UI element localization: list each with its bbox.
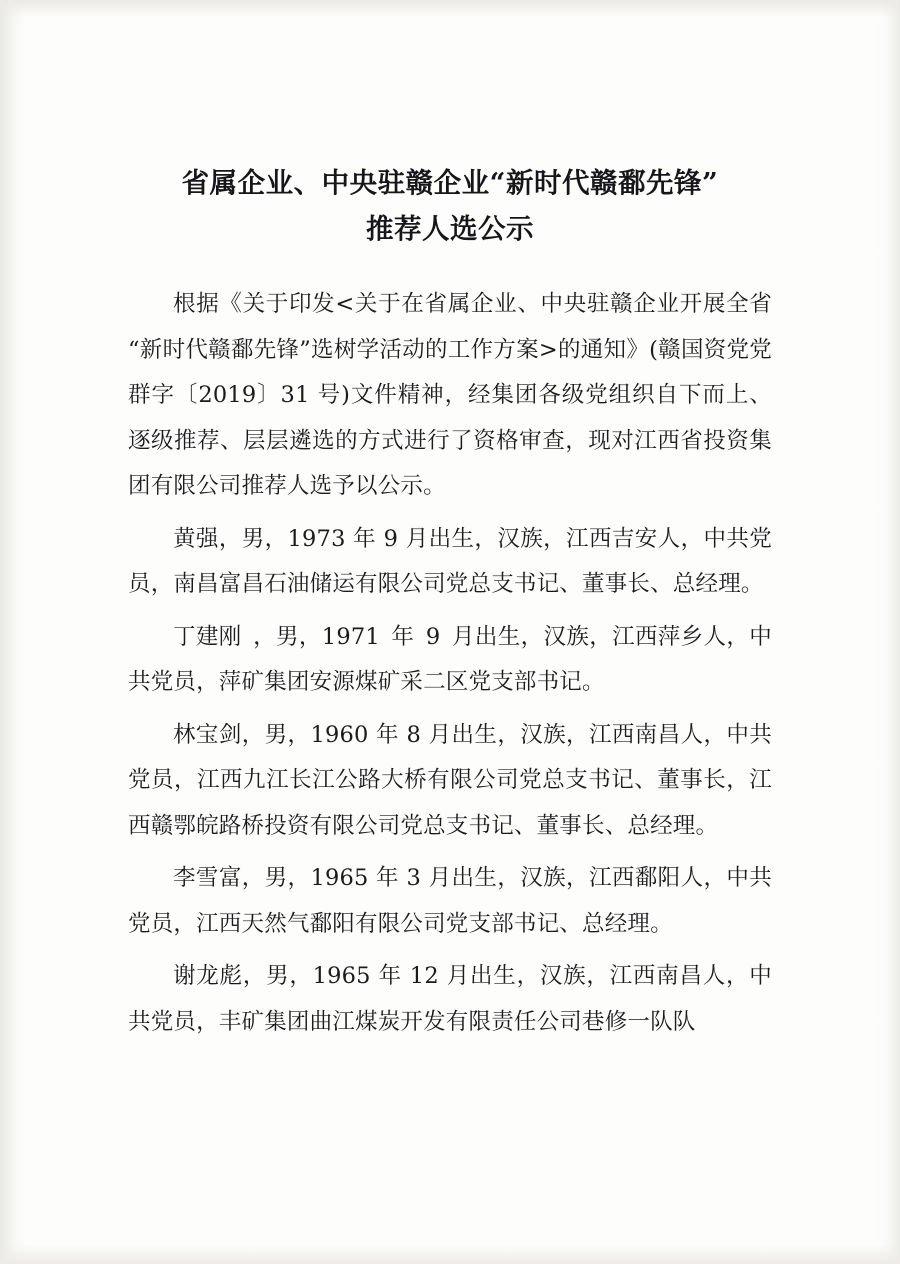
paragraph-candidate-1: 黄强，男，1973 年 9 月出生，汉族，江西吉安人，中共党员，南昌富昌石油储运有限公司党总支书记、董事长、总经理。 bbox=[128, 525, 772, 597]
page-title-line-2: 推荐人选公示 bbox=[366, 213, 534, 245]
page-title-line-1: 省属企业、中央驻赣企业“新时代赣鄱先锋” bbox=[181, 167, 719, 199]
page-edge-shadow-top bbox=[0, 0, 900, 18]
paragraph-candidate-3: 林宝剑，男，1960 年 8 月出生，汉族，江西南昌人，中共党员，江西九江长江公路大桥有限公司党总支书记、董事长，江西赣鄂皖路桥投资有限公司党总支书记、董事长、总经理。 bbox=[128, 721, 772, 839]
paragraph-intro: 根据《关于印发<关于在省属企业、中央驻赣企业开展全省“新时代赣鄱先锋”选树学活动的工作方案>的通知》(赣国资党党群字〔2019〕31 号)文件精神，经集团各级党组织自下而上、逐级推荐、层层遴选的方式进行了资格审查，现对江西省投资集团有限公司推荐人选予以公示。 bbox=[128, 291, 772, 499]
page-title bbox=[128, 160, 772, 252]
page-edge-shadow-left bbox=[0, 0, 26, 1264]
paragraph-candidate-4: 李雪富，男，1965 年 3 月出生，汉族，江西鄱阳人，中共党员，江西天然气鄱阳有限公司党支部书记、总经理。 bbox=[128, 865, 772, 937]
document-body bbox=[128, 160, 772, 1045]
page-edge-shadow-right bbox=[878, 0, 900, 1264]
paragraph-candidate-2: 丁建刚 ，男，1971 年 9 月出生，汉族，江西萍乡人，中共党员，萍矿集团安源煤矿采二区党支部书记。 bbox=[128, 623, 772, 695]
page-edge-shadow-bottom bbox=[0, 1244, 900, 1264]
paragraph-candidate-5: 谢龙彪，男，1965 年 12 月出生，汉族，江西南昌人，中共党员，丰矿集团曲江煤炭开发有限责任公司巷修一队队 bbox=[128, 963, 772, 1035]
